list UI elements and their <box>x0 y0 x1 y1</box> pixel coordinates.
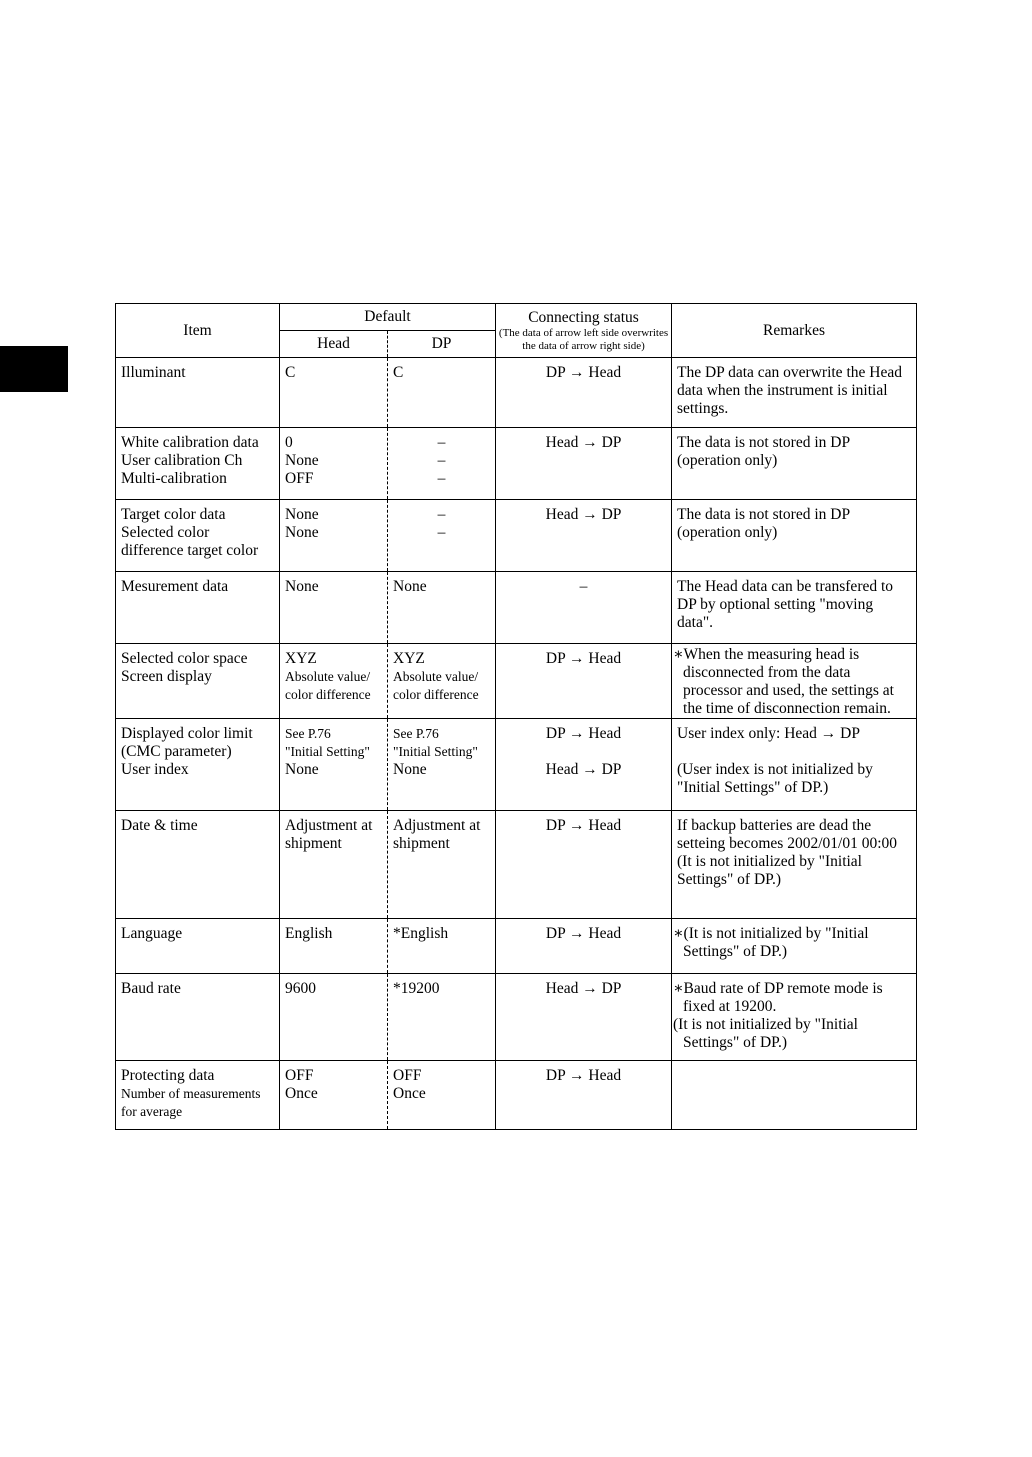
connecting-label: Connecting status <box>528 308 639 326</box>
head-value: 0 <box>285 434 293 451</box>
remarks-cell <box>672 358 917 428</box>
table-row <box>116 644 917 719</box>
dp-value: *English <box>393 925 449 942</box>
connecting-cell <box>496 919 672 974</box>
connecting-value: DP → Head <box>545 650 622 667</box>
item-cell <box>116 428 280 500</box>
connecting-note-2: the data of arrow right side) <box>522 339 645 352</box>
dp-value: – <box>437 434 446 451</box>
remarks-text: The Head data can be transfered to DP by optional setting "moving data". <box>677 578 894 631</box>
chapter-tab-marker <box>0 346 68 392</box>
connecting-cell <box>496 500 672 572</box>
head-cell <box>280 572 388 644</box>
item-line: Mesurement data <box>121 578 229 595</box>
head-value: None <box>285 524 319 541</box>
connecting-cell <box>496 358 672 428</box>
dp-value: "Initial Setting" <box>393 744 478 759</box>
head-cell <box>280 974 388 1061</box>
connecting-cell <box>496 1061 672 1130</box>
connecting-value: DP → Head <box>545 725 622 742</box>
connecting-note-1: (The data of arrow left side overwrites <box>498 326 669 339</box>
connecting-cell <box>496 428 672 500</box>
item-cell <box>116 811 280 919</box>
table-row <box>116 428 917 500</box>
header-remarks: Remarkes <box>672 304 917 358</box>
remarks-text: ∗Baud rate of DP remote mode is fixed at 19200. <box>673 980 883 1015</box>
dp-cell <box>388 358 496 428</box>
head-cell <box>280 719 388 811</box>
item-line: Target color data <box>121 506 226 523</box>
head-cell <box>280 500 388 572</box>
item-line: Illuminant <box>121 364 186 381</box>
item-line: White calibration data <box>121 434 259 451</box>
head-cell <box>280 428 388 500</box>
remarks-cell <box>672 428 917 500</box>
dp-cell <box>388 1061 496 1130</box>
dp-cell <box>388 974 496 1061</box>
head-value: None <box>285 452 319 469</box>
dp-value: OFF <box>393 1067 422 1084</box>
dp-value: None <box>393 761 427 778</box>
dp-value: – <box>437 524 446 541</box>
item-line: User index <box>121 761 189 778</box>
dp-value: Absolute value/ <box>393 669 479 684</box>
remarks-text: The data is not stored in DP (operation only) <box>677 434 850 469</box>
item-line: Selected color <box>121 524 210 541</box>
header-default: Default <box>280 304 496 331</box>
connecting-value: Head → DP <box>545 506 622 523</box>
table-row <box>116 811 917 919</box>
dp-value: – <box>437 470 446 487</box>
item-line: for average <box>121 1104 183 1119</box>
remarks-text: The DP data can overwrite the Head data when the instrument is initial settings. <box>677 364 902 417</box>
head-cell <box>280 811 388 919</box>
dp-cell <box>388 572 496 644</box>
remarks-cell <box>672 974 917 1061</box>
remarks-text: If backup batteries are dead the setteing becomes 2002/01/01 00:00 <box>677 817 897 852</box>
dp-value: – <box>437 452 446 469</box>
head-value: XYZ <box>285 650 317 667</box>
item-cell <box>116 500 280 572</box>
item-cell <box>116 919 280 974</box>
dp-value: – <box>437 506 446 523</box>
connecting-value: – <box>579 578 588 595</box>
item-line: Displayed color limit <box>121 725 253 742</box>
table-row <box>116 1061 917 1130</box>
remarks-cell <box>672 919 917 974</box>
dp-value: shipment <box>393 835 450 852</box>
dp-value: XYZ <box>393 650 425 667</box>
remarks-cell <box>672 572 917 644</box>
connecting-cell <box>496 719 672 811</box>
dp-value: Once <box>393 1085 426 1102</box>
connecting-value: Head → DP <box>545 434 622 451</box>
header-connecting-status <box>496 304 672 358</box>
dp-cell <box>388 919 496 974</box>
connecting-cell <box>496 644 672 719</box>
head-value: Once <box>285 1085 318 1102</box>
dp-value: Adjustment at <box>393 817 481 834</box>
connecting-value: Head → DP <box>545 761 622 778</box>
remarks-cell <box>672 500 917 572</box>
connecting-value: DP → Head <box>545 1067 622 1084</box>
item-line: Screen display <box>121 668 212 685</box>
remarks-cell <box>672 1061 917 1130</box>
default-settings-table <box>115 303 917 1130</box>
dp-cell <box>388 644 496 719</box>
head-cell <box>280 358 388 428</box>
item-line: Number of measurements <box>121 1086 261 1101</box>
item-cell <box>116 358 280 428</box>
dp-cell <box>388 500 496 572</box>
remarks-cell <box>672 811 917 919</box>
dp-cell <box>388 811 496 919</box>
dp-value: None <box>393 578 427 595</box>
head-cell <box>280 1061 388 1130</box>
head-value: None <box>285 506 319 523</box>
header-dp: DP <box>388 331 496 358</box>
item-cell <box>116 719 280 811</box>
item-cell <box>116 974 280 1061</box>
remarks-cell <box>672 719 917 811</box>
head-value: "Initial Setting" <box>285 744 370 759</box>
dp-cell <box>388 428 496 500</box>
connecting-cell <box>496 811 672 919</box>
connecting-cell <box>496 974 672 1061</box>
head-value: OFF <box>285 1067 314 1084</box>
remarks-text: ∗(It is not initialized by "Initial Settings" of DP.) <box>673 925 869 960</box>
item-line: difference target color <box>121 542 259 559</box>
table-row <box>116 358 917 428</box>
table-row <box>116 919 917 974</box>
dp-value: *19200 <box>393 980 440 997</box>
header-row-1 <box>116 304 917 331</box>
head-value: 9600 <box>285 980 316 997</box>
head-value: See P.76 <box>285 726 331 741</box>
remarks-text: (It is not initialized by "Initial Settings" of DP.) <box>673 1016 858 1051</box>
head-value: shipment <box>285 835 342 852</box>
dp-cell <box>388 719 496 811</box>
remarks-text: The data is not stored in DP (operation only) <box>677 506 850 541</box>
connecting-value: DP → Head <box>545 364 622 381</box>
head-value: Adjustment at <box>285 817 373 834</box>
head-value: C <box>285 364 296 381</box>
head-value: English <box>285 925 333 942</box>
table-row <box>116 974 917 1061</box>
table-row <box>116 572 917 644</box>
connecting-value: Head → DP <box>545 980 622 997</box>
head-value: None <box>285 578 319 595</box>
head-value: OFF <box>285 470 314 487</box>
connecting-value: DP → Head <box>545 925 622 942</box>
table-row <box>116 500 917 572</box>
connecting-cell <box>496 572 672 644</box>
remarks-text: User index only: Head → DP <box>677 725 860 742</box>
head-value: None <box>285 761 319 778</box>
dp-value: C <box>393 364 404 381</box>
remarks-text: (It is not initialized by "Initial Settings" of DP.) <box>677 853 862 888</box>
item-line: Baud rate <box>121 980 181 997</box>
remarks-text: ∗When the measuring head is disconnected from the data processor and used, the settings at the time of disconnection remain. <box>673 646 894 717</box>
connecting-value: DP → Head <box>545 817 622 834</box>
head-cell <box>280 644 388 719</box>
remarks-text: (User index is not initialized by "Initial Settings" of DP.) <box>677 761 873 796</box>
item-line: Date & time <box>121 817 198 834</box>
header-head: Head <box>280 331 388 358</box>
item-line: (CMC parameter) <box>121 743 232 760</box>
remarks-cell <box>672 644 917 719</box>
header-item: Item <box>116 304 280 358</box>
item-line: Language <box>121 925 183 942</box>
head-value: color difference <box>285 687 371 702</box>
item-line: Protecting data <box>121 1067 215 1084</box>
item-cell <box>116 644 280 719</box>
item-cell <box>116 1061 280 1130</box>
item-line: Selected color space <box>121 650 248 667</box>
dp-value: color difference <box>393 687 479 702</box>
item-line: Multi-calibration <box>121 470 227 487</box>
head-value: Absolute value/ <box>285 669 371 684</box>
table-row <box>116 719 917 811</box>
dp-value: See P.76 <box>393 726 439 741</box>
item-cell <box>116 572 280 644</box>
item-line: User calibration Ch <box>121 452 243 469</box>
head-cell <box>280 919 388 974</box>
